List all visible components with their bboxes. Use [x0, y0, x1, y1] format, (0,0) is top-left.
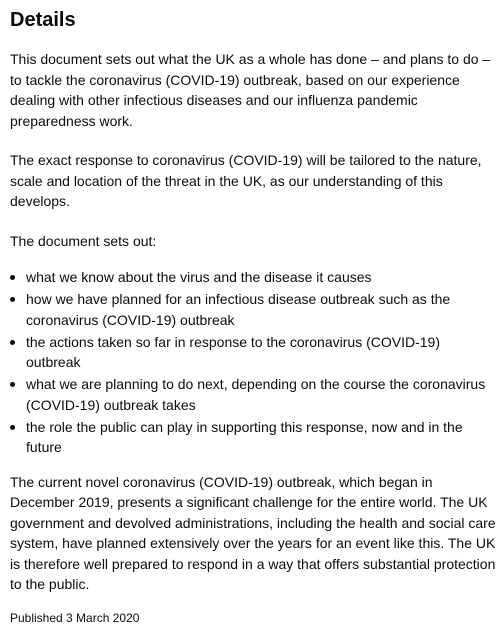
list-item: [10, 417, 496, 458]
list-item: [10, 289, 496, 330]
list-item-text: the role the public can play in supporting this response, now and in the future: [26, 418, 463, 455]
list-item-text: what we are planning to do next, depending on the course the coronavirus (COVID-19) outbreak takes: [26, 376, 486, 413]
list-item-text: how we have planned for an infectious disease outbreak such as the coronavirus (COVID-19) outbreak: [26, 291, 451, 328]
list-intro-paragraph: The document sets out:: [10, 232, 157, 249]
bullet-icon: [10, 425, 15, 430]
bullet-icon: [10, 340, 15, 345]
list-item: [10, 374, 496, 415]
document-contents-list: [10, 267, 496, 458]
list-item: [10, 267, 496, 288]
bullet-icon: [10, 382, 15, 387]
closing-paragraph: The current novel coronavirus (COVID-19) outbreak, which began in December 2019, presents a significant challenge for the entire world. The UK government and devolved administrations, including the health and social care system, have planned extensively over the years for an event like this. The UK is therefore well prepared to respond in a way that offers substantial protection to the public.: [10, 473, 496, 592]
bullet-icon: [10, 297, 15, 302]
list-item-text: the actions taken so far in response to the coronavirus (COVID-19) outbreak: [26, 333, 440, 370]
details-section: [10, 0, 496, 595]
list-item-text: what we know about the virus and the disease it causes: [26, 269, 372, 285]
bullet-icon: [10, 275, 15, 280]
intro-paragraph: This document sets out what the UK as a whole has done – and plans to do – to tackle the coronavirus (COVID-19) outbreak, based on our experience dealing with other infectious diseases and our influenza pandemic preparedness work.: [10, 51, 491, 129]
section-heading: Details: [10, 9, 76, 31]
response-paragraph: The exact response to coronavirus (COVID-19) will be tailored to the nature, scale and location of the threat in the UK, as our understanding of this develops.: [10, 152, 482, 209]
published-date: Published 3 March 2020: [10, 611, 140, 625]
list-item: [10, 332, 496, 373]
